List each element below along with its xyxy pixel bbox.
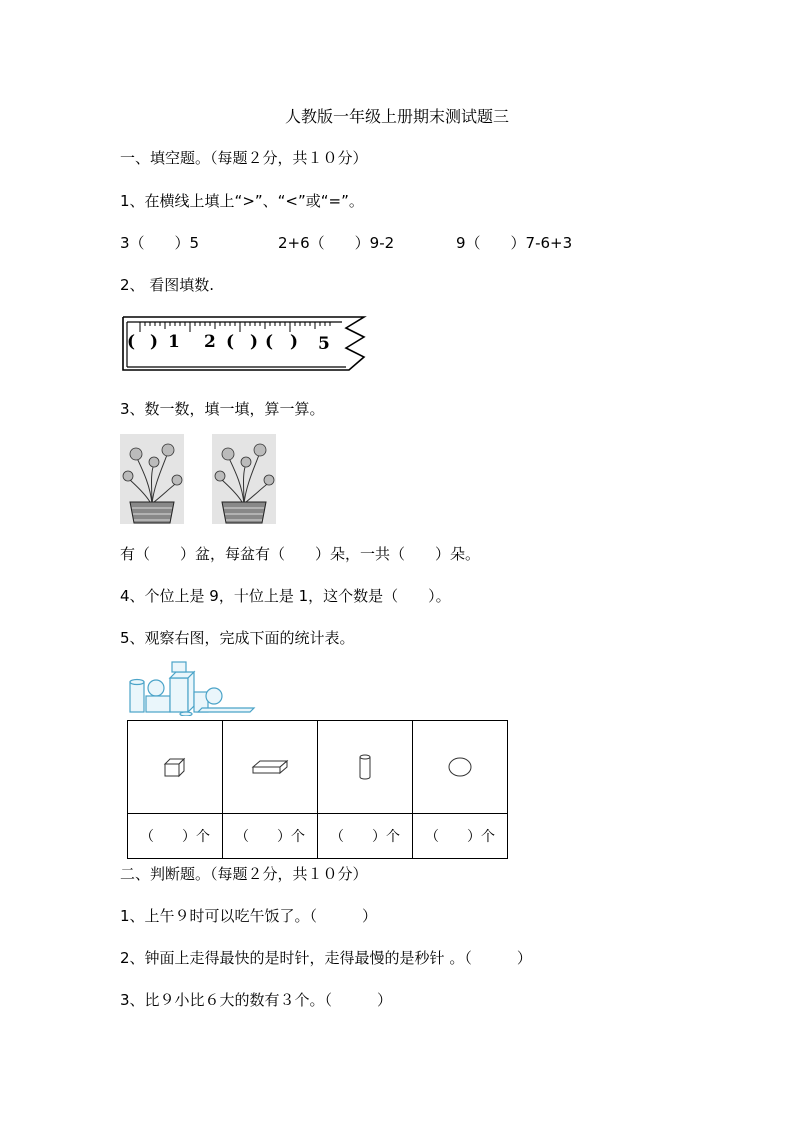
table-cell: （ ）个 — [413, 814, 508, 859]
page-title: 人教版一年级上册期末测试题三 — [284, 107, 509, 126]
table-cell — [128, 721, 223, 814]
judge-q1: 1、上午９时可以吃午饭了。（ ） — [120, 907, 378, 925]
table-cell: （ ）个 — [318, 814, 413, 859]
q3-prompt: 3、数一数，填一填，算一算。 — [120, 400, 325, 418]
ruler-label: ( — [265, 332, 274, 352]
ruler-label: ) — [150, 332, 159, 352]
cube-icon — [161, 756, 189, 778]
ruler-label: 5 — [318, 334, 330, 354]
section1-heading: 一、填空题。（每题２分，共１０分） — [120, 149, 368, 167]
judge-q3: 3、比９小比６大的数有３个。（ ） — [120, 991, 393, 1009]
q2-prompt: 2、 看图填数. — [120, 276, 215, 294]
ruler-label: 2 — [204, 332, 216, 352]
ruler-label: ( — [127, 332, 136, 352]
q1-item-1: 3（ ）5 — [120, 234, 200, 252]
ruler-label: ) — [250, 332, 259, 352]
ruler-label: 1 — [168, 332, 180, 352]
q1-prompt: 1、在横线上填上“>”、“<”或“=”。 — [120, 192, 364, 210]
solid-shapes-figure — [126, 658, 256, 716]
ruler-figure — [120, 312, 368, 376]
cuboid-icon — [250, 757, 290, 777]
statistics-table — [127, 720, 508, 859]
ruler-label: ( — [226, 332, 235, 352]
table-cell — [223, 721, 318, 814]
ruler-label: ) — [290, 332, 299, 352]
flower-pot-image — [212, 434, 276, 524]
q3-sentence: 有（ ）盆，每盆有（ ）朵，一共（ ）朵。 — [120, 545, 481, 563]
sphere-icon — [447, 756, 473, 778]
flower-pot-image — [120, 434, 184, 524]
table-cell — [413, 721, 508, 814]
table-cell — [318, 721, 413, 814]
q5-prompt: 5、观察右图，完成下面的统计表。 — [120, 629, 355, 647]
section2-heading: 二、判断题。（每题２分，共１０分） — [120, 865, 368, 883]
q1-item-3: 9（ ）7-6+3 — [456, 234, 573, 252]
q1-item-2: 2+6（ ）9-2 — [278, 234, 395, 252]
cylinder-icon — [357, 753, 373, 781]
q4-prompt: 4、个位上是 9，十位上是 1，这个数是（ ）。 — [120, 587, 451, 605]
table-cell: （ ）个 — [223, 814, 318, 859]
table-cell: （ ）个 — [128, 814, 223, 859]
judge-q2: 2、钟面上走得最快的是时针，走得最慢的是秒针 。（ ） — [120, 949, 532, 967]
